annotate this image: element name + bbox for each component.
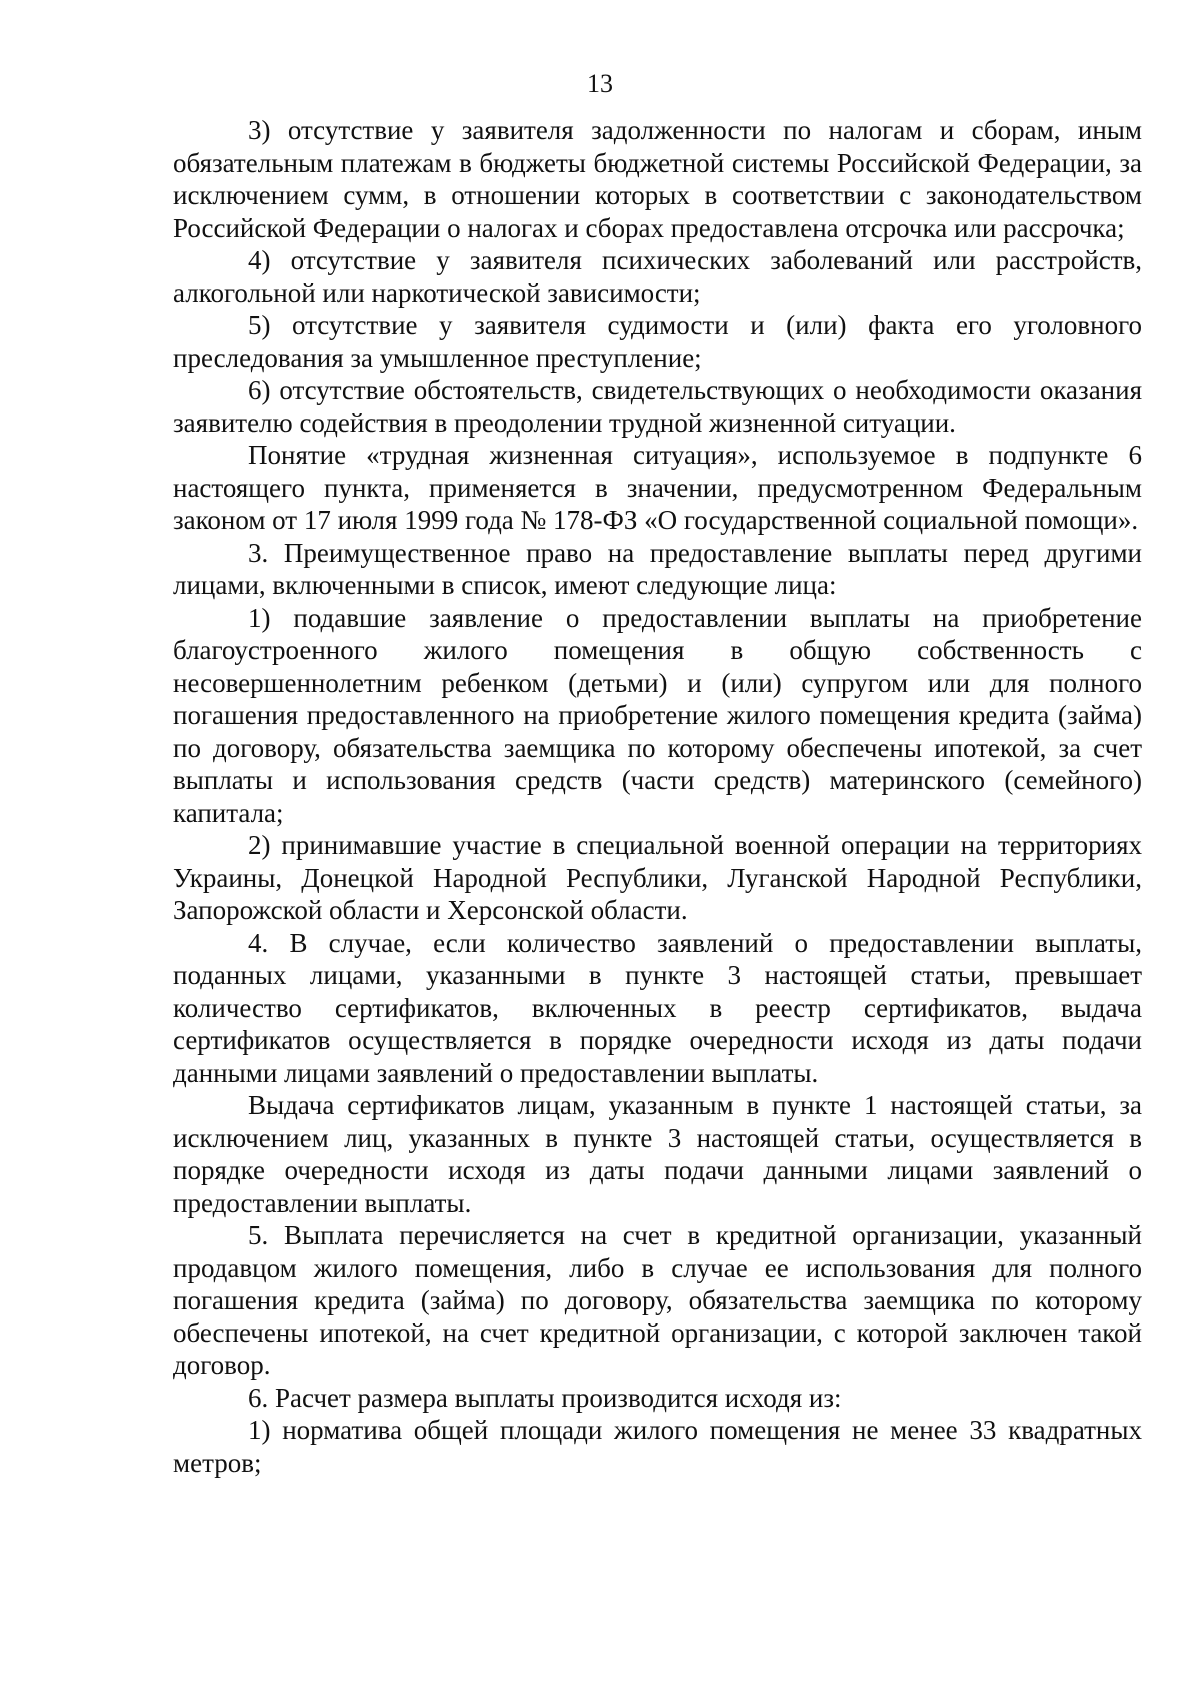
paragraph-sub-6-no-hardship: 6) отсутствие обстоятельств, свидетельствующих о необходимости оказания заявителю содействия в преодолении трудной жизненной ситуации. — [173, 375, 1142, 438]
paragraph-point-4-certificates: 4. В случае, если количество заявлений о предоставлении выплаты, поданных лицами, указанными в пункте 3 настоящей статьи, превышает количество сертификатов, включенных в реестр сертификатов, выдача сертификатов осуществляется в порядке очередности исходя из даты подачи данными лицами заявлений о предоставлении выплаты. — [173, 927, 1142, 1088]
paragraph-sub-4-no-mental-disorders: 4) отсутствие у заявителя психических заболеваний или расстройств, алкогольной или наркотической зависимости; — [173, 245, 1142, 308]
paragraph-priority-sub-2: 2) принимавшие участие в специальной военной операции на территориях Украины, Донецкой Народной Республики, Луганской Народной Республики, Запорожской области и Херсонской области. — [173, 830, 1142, 925]
paragraph-calculation-sub-1: 1) норматива общей площади жилого помещения не менее 33 квадратных метров; — [173, 1415, 1142, 1478]
paragraph-sub-3-no-tax-debt: 3) отсутствие у заявителя задолженности по налогам и сборам, иным обязательным платежам в бюджеты бюджетной системы Российской Федерации, за исключением сумм, в отношении которых в соответствии с законодательством Российской Федерации о налогах и сборах предоставлена отсрочка или рассрочка; — [173, 115, 1142, 243]
page-number: 13 — [587, 69, 613, 98]
document-body — [173, 114, 1142, 1479]
paragraph-certificate-issuance: Выдача сертификатов лицам, указанным в пункте 1 настоящей статьи, за исключением лиц, указанных в пункте 3 настоящей статьи, осуществляется в порядке очередности исходя из даты подачи данными лицами заявлений о предоставлении выплаты. — [173, 1090, 1142, 1218]
paragraph-point-3-priority-right: 3. Преимущественное право на предоставление выплаты перед другими лицами, включенными в список, имеют следующие лица: — [173, 537, 1142, 600]
paragraph-point-5-payment-transfer: 5. Выплата перечисляется на счет в кредитной организации, указанный продавцом жилого помещения, либо в случае ее использования для полного погашения кредита (займа) по договору, обязательства заемщика по которому обеспечены ипотекой, на счет кредитной организации, с которой заключен такой договор. — [173, 1220, 1142, 1380]
paragraph-hardship-definition: Понятие «трудная жизненная ситуация», используемое в подпункте 6 настоящего пункта, применяется в значении, предусмотренном Федеральным законом от 17 июля 1999 года № 178-ФЗ «О государственной социальной помощи». — [173, 440, 1142, 535]
paragraph-point-6-payment-calculation: 6. Расчет размера выплаты производится исходя из: — [248, 1382, 842, 1413]
paragraph-priority-sub-1: 1) подавшие заявление о предоставлении выплаты на приобретение благоустроенного жилого помещения в общую собственность с несовершеннолетним ребенком (детьми) и (или) супругом или для полного погашения предоставленного на приобретение жилого помещения кредита (займа) по договору, обязательства заемщика по которому обеспечены ипотекой, за счет выплаты и использования средств (части средств) материнского (семейного) капитала; — [173, 602, 1142, 828]
paragraph-sub-5-no-criminal-record: 5) отсутствие у заявителя судимости и (или) факта его уголовного преследования за умышленное преступление; — [173, 310, 1142, 373]
